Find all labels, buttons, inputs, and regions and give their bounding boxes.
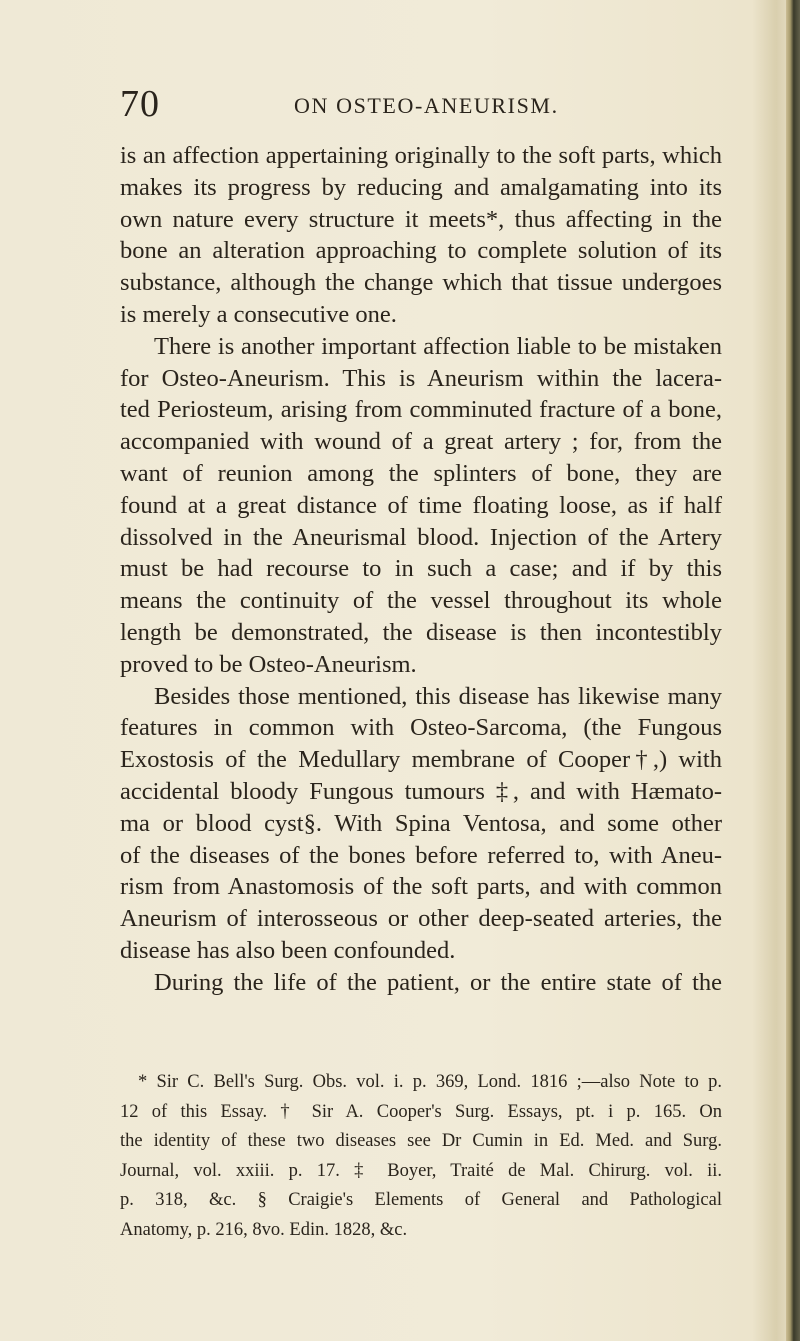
text-line: of the diseases of the bones before referred to, with Aneu- xyxy=(120,841,722,869)
page-number: 70 xyxy=(120,83,160,125)
text-line: length be demonstrated, the disease is then incontestibly xyxy=(120,618,722,646)
text-line: own nature every structure it meets*, thus affecting in the xyxy=(120,205,722,233)
footnotes xyxy=(120,1068,722,1245)
text-line: disease has also been confounded. xyxy=(120,936,456,964)
text-line: found at a great distance of time floating loose, as if half xyxy=(120,491,722,519)
running-title: ON OSTEO-ANEURISM. xyxy=(294,93,559,118)
footnote-line: * Sir C. Bell's Surg. Obs. vol. i. p. 369, Lond. 1816 ;—also Note to p. xyxy=(138,1072,722,1092)
text-line: rism from Anastomosis of the soft parts, and with common xyxy=(120,873,722,901)
text-line: must be had recourse to in such a case; and if by this xyxy=(120,555,722,583)
text-line: accompanied with wound of a great artery ; for, from the xyxy=(120,428,722,456)
text-line: want of reunion among the splinters of bone, they are xyxy=(120,459,722,487)
text-line: accidental bloody Fungous tumours ‡, and with Hæmato- xyxy=(120,777,722,805)
text-line: During the life of the patient, or the entire state of the xyxy=(154,968,722,996)
text-line: dissolved in the Aneurismal blood. Injection of the Artery xyxy=(120,523,722,551)
footnote-line: 12 of this Essay. † Sir A. Cooper's Surg. Essays, pt. i p. 165. On xyxy=(120,1101,722,1122)
text-line: is merely a consecutive one. xyxy=(120,300,397,328)
body-text xyxy=(120,140,722,999)
footnote-line: Anatomy, p. 216, 8vo. Edin. 1828, &c. xyxy=(120,1219,408,1240)
footnote-line: p. 318, &c. § Craigie's Elements of General and Pathological xyxy=(120,1190,722,1210)
text-line: substance, although the change which that tissue undergoes xyxy=(120,269,722,297)
text-line: makes its progress by reducing and amalgamating into its xyxy=(120,173,722,201)
page-header xyxy=(120,82,720,126)
text-line: ted Periosteum, arising from comminuted fracture of a bone, xyxy=(120,396,722,424)
text-line: Aneurism of interosseous or other deep-seated arteries, the xyxy=(120,905,722,933)
text-line: proved to be Osteo-Aneurism. xyxy=(120,650,417,678)
text-line: Besides those mentioned, this disease has likewise many xyxy=(154,682,722,710)
text-line: ma or blood cyst§. With Spina Ventosa, and some other xyxy=(120,809,722,837)
text-line: means the continuity of the vessel throughout its whole xyxy=(120,587,722,615)
text-line: features in common with Osteo-Sarcoma, (the Fungous xyxy=(120,714,722,742)
footnote-line: Journal, vol. xxiii. p. 17. ‡ Boyer, Traité de Mal. Chirurg. vol. ii. xyxy=(120,1160,722,1181)
text-line: bone an alteration approaching to complete solution of its xyxy=(120,237,722,265)
text-line: There is another important affection liable to be mistaken xyxy=(154,332,722,360)
text-line: is an affection appertaining originally to the soft parts, which xyxy=(120,142,722,169)
footnote-line: the identity of these two diseases see Dr Cumin in Ed. Med. and Surg. xyxy=(120,1131,722,1151)
text-line: Exostosis of the Medullary membrane of Cooper†,) with xyxy=(120,746,722,774)
text-line: for Osteo-Aneurism. This is Aneurism within the lacera- xyxy=(120,364,722,392)
page-edge xyxy=(786,0,800,1341)
